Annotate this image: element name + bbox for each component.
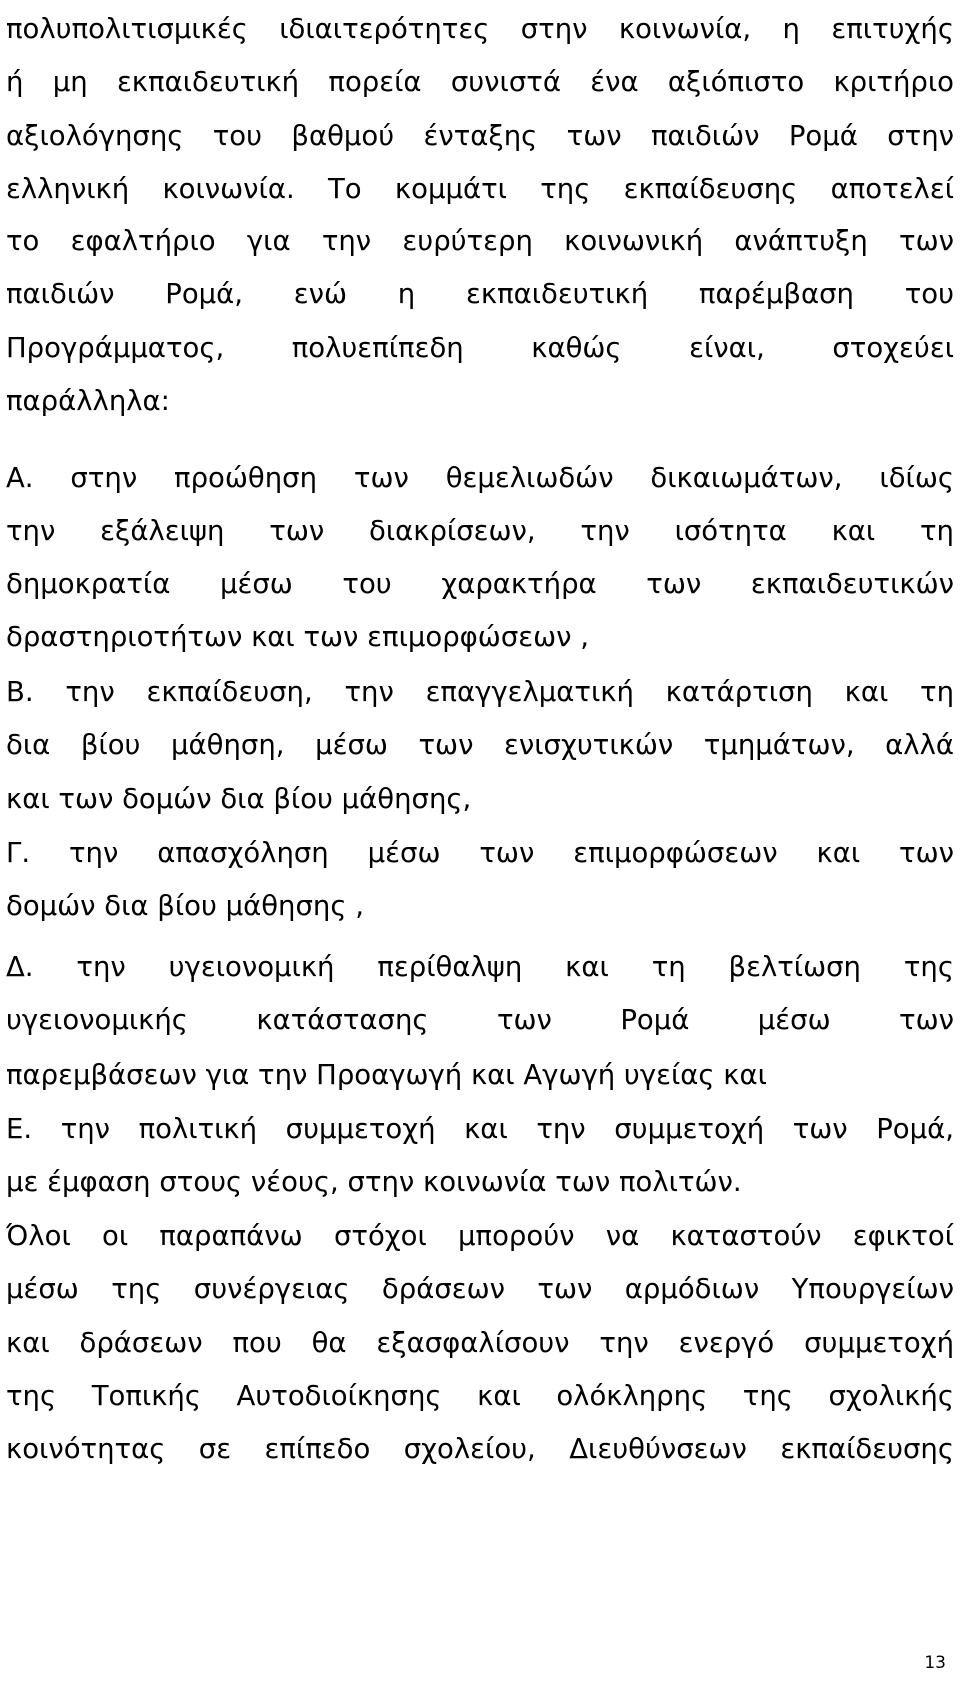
text-line: δραστηριοτήτων και των επιμορφώσεων , — [6, 621, 589, 653]
text-line: πολυπολιτισμικές ιδιαιτερότητες στην κοινωνία, η επιτυχής — [6, 13, 954, 45]
text-line: ή μη εκπαιδευτική πορεία συνιστά ένα αξιόπιστο κριτήριο — [6, 66, 954, 98]
text-line: αξιολόγησης του βαθμού ένταξης των παιδιών Ρομά στην — [6, 120, 954, 152]
text-line: παιδιών Ρομά, ενώ η εκπαιδευτική παρέμβαση του — [6, 278, 954, 310]
text-line: υγειονομικής κατάστασης των Ρομά μέσω των — [6, 1004, 954, 1036]
text-line: και των δομών δια βίου μάθησης, — [6, 783, 472, 815]
page-number: 13 — [924, 1653, 946, 1673]
list-item-b: Β. την εκπαίδευση, την επαγγελματική κατάρτιση και τη — [6, 676, 954, 708]
text-line: δημοκρατία μέσω του χαρακτήρα των εκπαιδευτικών — [6, 568, 954, 600]
text-line: με έμφαση στους νέους, στην κοινωνία των πολιτών. — [6, 1166, 742, 1198]
text-line: ελληνική κοινωνία. Το κομμάτι της εκπαίδευσης αποτελεί — [6, 173, 954, 205]
list-item-e: Ε. την πολιτική συμμετοχή και την συμμετοχή των Ρομά, — [6, 1113, 954, 1145]
list-item-d: Δ. την υγειονομική περίθαλψη και τη βελτίωση της — [6, 951, 954, 983]
list-item-c: Γ. την απασχόληση μέσω των επιμορφώσεων και των — [6, 837, 954, 869]
text-line: Όλοι οι παραπάνω στόχοι μπορούν να καταστούν εφικτοί — [6, 1220, 954, 1252]
text-line: δομών δια βίου μάθησης , — [6, 890, 364, 922]
text-line: την εξάλειψη των διακρίσεων, την ισότητα και τη — [6, 515, 954, 547]
text-line: το εφαλτήριο για την ευρύτερη κοινωνική ανάπτυξη των — [6, 225, 954, 257]
text-line: της Τοπικής Αυτοδιοίκησης και ολόκληρης της σχολικής — [6, 1380, 954, 1412]
text-line: Προγράμματος, πολυεπίπεδη καθώς είναι, στοχεύει — [6, 332, 954, 364]
text-line: δια βίου μάθηση, μέσω των ενισχυτικών τμημάτων, αλλά — [6, 729, 954, 761]
list-item-a: Α. στην προώθηση των θεμελιωδών δικαιωμάτων, ιδίως — [6, 462, 954, 494]
text-line: παράλληλα: — [6, 385, 170, 417]
text-line: και δράσεων που θα εξασφαλίσουν την ενεργό συμμετοχή — [6, 1327, 954, 1359]
text-line: κοινότητας σε επίπεδο σχολείου, Διευθύνσεων εκπαίδευσης — [6, 1433, 954, 1465]
text-line: μέσω της συνέργειας δράσεων των αρμόδιων Υπουργείων — [6, 1273, 954, 1305]
text-line: παρεμβάσεων για την Προαγωγή και Αγωγή υγείας και — [6, 1059, 767, 1091]
